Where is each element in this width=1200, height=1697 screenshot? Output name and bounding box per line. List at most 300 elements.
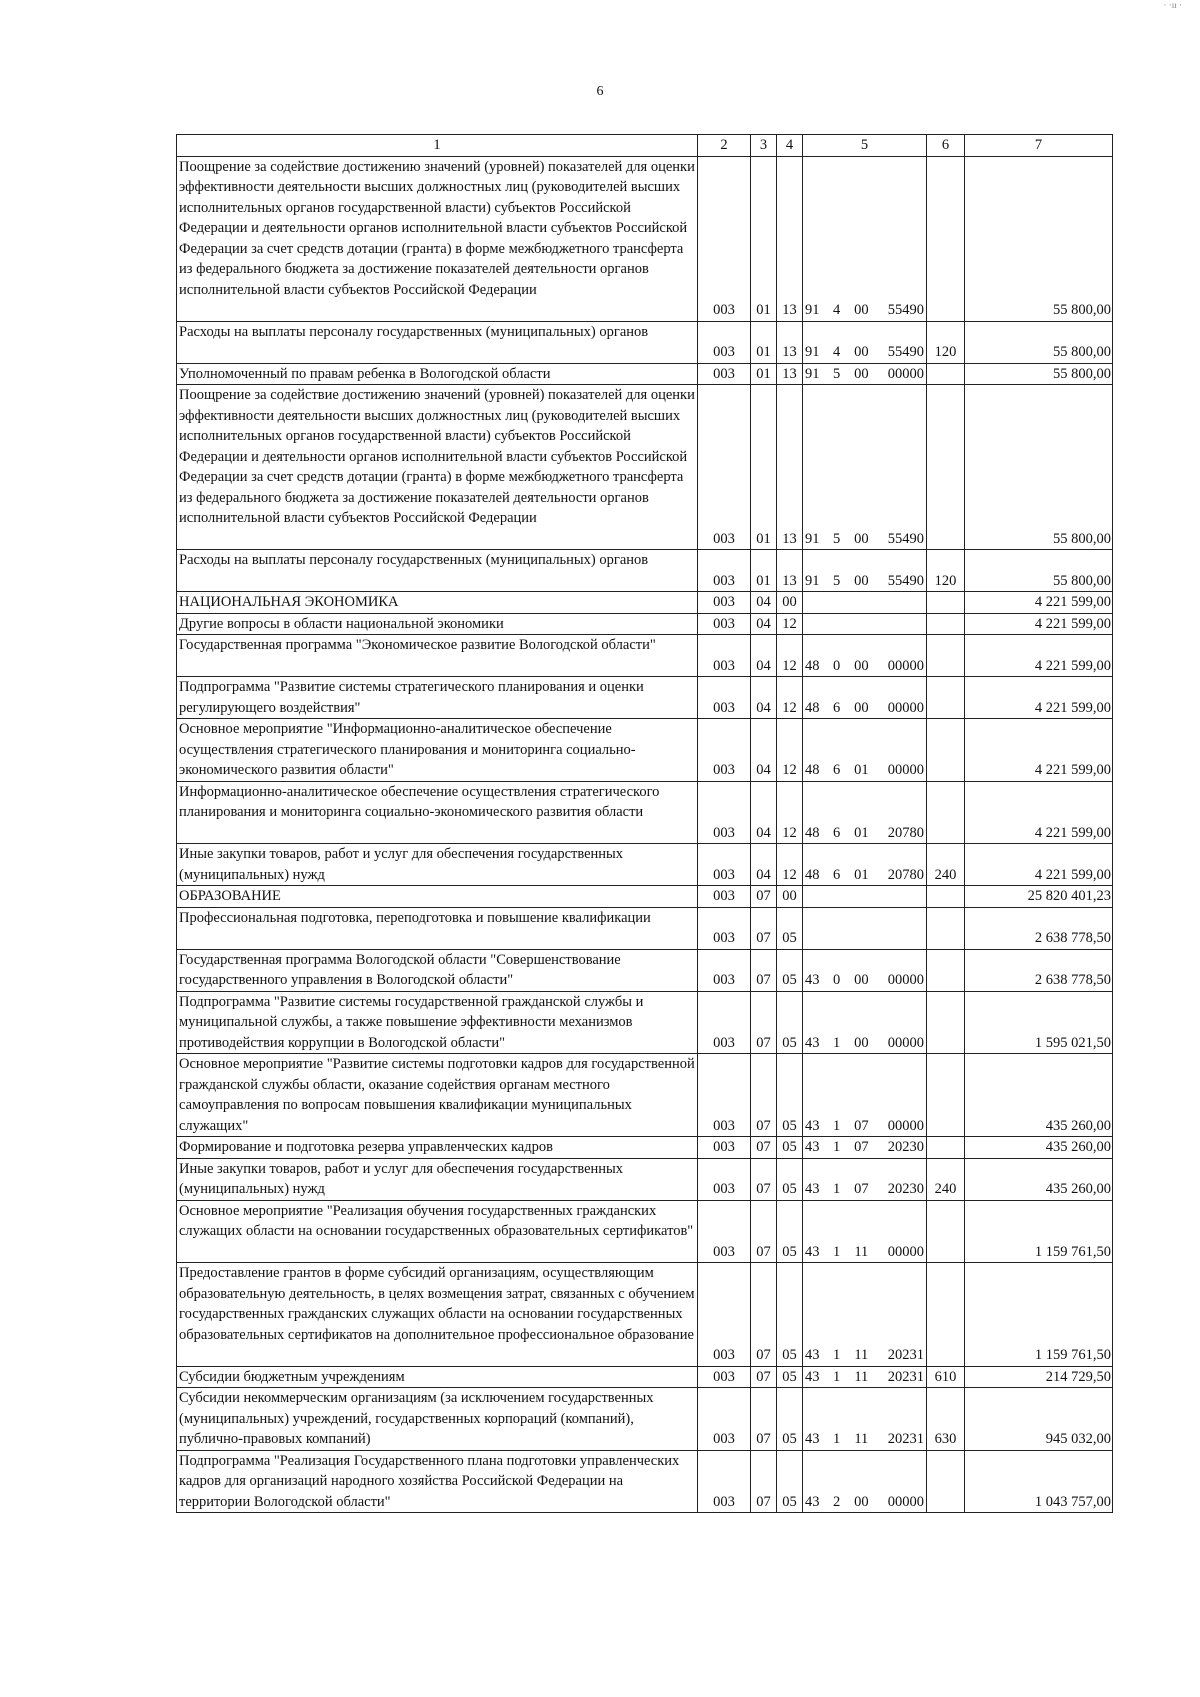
target-article-part-1: 43 <box>805 1139 820 1155</box>
row-name-cell: Основное мероприятие "Информационно-аналитическое обеспечение осуществления стратегического планирования и мониторинга социально-экономического развития области" <box>177 719 698 782</box>
row-target-article-cell <box>803 781 927 844</box>
table-row <box>177 550 1113 592</box>
target-article-part-1: 91 <box>805 572 820 589</box>
row-section-cell: 01 <box>751 321 777 363</box>
target-article-code <box>805 529 924 550</box>
target-article-part-1: 43 <box>805 1181 820 1197</box>
target-article-part-2: 4 <box>833 302 841 318</box>
target-article-part-4: 00000 <box>887 365 924 382</box>
row-subsection-cell: 05 <box>777 1137 803 1159</box>
row-grbs-cell: 003 <box>698 1450 751 1513</box>
row-section-cell: 07 <box>751 1388 777 1451</box>
row-amount-cell: 2 638 778,50 <box>965 949 1113 991</box>
row-target-article-cell <box>803 719 927 782</box>
row-grbs-cell: 003 <box>698 592 751 614</box>
target-article-part-3: 00 <box>854 572 869 589</box>
table-row <box>177 991 1113 1054</box>
target-article-part-2: 1 <box>833 1139 841 1155</box>
target-article-part-1: 43 <box>805 1243 820 1260</box>
table-row <box>177 1158 1113 1200</box>
row-section-cell: 07 <box>751 949 777 991</box>
row-target-article-cell <box>803 1388 927 1451</box>
row-subsection-cell: 12 <box>777 613 803 635</box>
row-section-cell: 07 <box>751 1263 777 1367</box>
target-article-part-4: 20780 <box>887 866 924 883</box>
row-amount-cell: 55 800,00 <box>965 363 1113 385</box>
header-col-4: 4 <box>777 135 803 157</box>
row-section-cell: 04 <box>751 781 777 844</box>
row-target-article-cell <box>803 592 927 614</box>
target-article-code <box>805 1367 924 1388</box>
row-grbs-cell: 003 <box>698 635 751 677</box>
row-target-article-cell <box>803 1263 927 1367</box>
row-name-cell: Предоставление грантов в форме субсидий организациям, осуществляющим образовательную деятельность, в целях возмещения затрат, связанных с обучением государственных гражданских служащих области на основании государственных образовательных сертификатов на дополнительное профессиональное образование <box>177 1263 698 1367</box>
row-name-cell: Иные закупки товаров, работ и услуг для обеспечения государственных (муниципальных) нужд <box>177 844 698 886</box>
target-article-part-2: 1 <box>833 1181 841 1197</box>
budget-table-container <box>176 134 1113 1513</box>
row-grbs-cell: 003 <box>698 156 751 321</box>
row-subsection-cell: 12 <box>777 635 803 677</box>
row-expense-type-cell <box>927 385 965 550</box>
row-amount-cell: 55 800,00 <box>965 156 1113 321</box>
target-article-part-1: 48 <box>805 657 820 674</box>
table-row <box>177 156 1113 321</box>
table-row <box>177 321 1113 363</box>
row-name-cell: Подпрограмма "Развитие системы государственной гражданской службы и муниципальной службы, а также повышение эффективности механизмов противодействия коррупции в Вологодской области" <box>177 991 698 1054</box>
row-subsection-cell: 05 <box>777 1263 803 1367</box>
row-section-cell: 07 <box>751 991 777 1054</box>
row-section-cell: 07 <box>751 1158 777 1200</box>
row-subsection-cell: 12 <box>777 719 803 782</box>
row-grbs-cell: 003 <box>698 1200 751 1263</box>
target-article-part-2: 0 <box>833 972 841 988</box>
row-amount-cell: 2 638 778,50 <box>965 907 1113 949</box>
row-amount-cell: 4 221 599,00 <box>965 613 1113 635</box>
row-grbs-cell: 003 <box>698 1054 751 1137</box>
row-subsection-cell: 05 <box>777 1200 803 1263</box>
row-grbs-cell: 003 <box>698 1263 751 1367</box>
table-body <box>177 156 1113 1513</box>
row-name-cell: Другие вопросы в области национальной экономики <box>177 613 698 635</box>
row-name-cell: НАЦИОНАЛЬНАЯ ЭКОНОМИКА <box>177 592 698 614</box>
target-article-part-4: 55490 <box>887 530 924 547</box>
header-col-1: 1 <box>177 135 698 157</box>
row-name-cell: Основное мероприятие "Развитие системы подготовки кадров для государственной гражданской службы области, оказание содействия органам местного самоуправления по вопросам повышения квалификации муниципальных служащих" <box>177 1054 698 1137</box>
row-target-article-cell <box>803 991 927 1054</box>
target-article-code <box>805 1242 924 1263</box>
row-name-cell: Формирование и подготовка резерва управленческих кадров <box>177 1137 698 1159</box>
row-target-article-cell <box>803 844 927 886</box>
target-article-part-1: 43 <box>805 1034 820 1051</box>
row-name-cell: Расходы на выплаты персоналу государственных (муниципальных) органов <box>177 550 698 592</box>
row-target-article-cell <box>803 385 927 550</box>
row-amount-cell: 1 159 761,50 <box>965 1200 1113 1263</box>
row-amount-cell: 25 820 401,23 <box>965 886 1113 908</box>
row-expense-type-cell <box>927 1450 965 1513</box>
target-article-part-4: 20231 <box>887 1431 924 1447</box>
row-target-article-cell <box>803 321 927 363</box>
target-article-part-2: 1 <box>833 1431 841 1447</box>
header-col-3: 3 <box>751 135 777 157</box>
table-row <box>177 613 1113 635</box>
row-grbs-cell: 003 <box>698 385 751 550</box>
target-article-part-4: 00000 <box>887 972 924 988</box>
row-expense-type-cell <box>927 613 965 635</box>
target-article-code <box>805 364 924 385</box>
row-amount-cell: 55 800,00 <box>965 385 1113 550</box>
target-article-part-3: 00 <box>854 972 869 988</box>
target-article-code <box>805 1116 924 1137</box>
row-section-cell: 04 <box>751 635 777 677</box>
row-name-cell: Государственная программа Вологодской области "Совершенствование государственного управления в Вологодской области" <box>177 949 698 991</box>
target-article-part-1: 48 <box>805 866 820 883</box>
row-amount-cell: 435 260,00 <box>965 1054 1113 1137</box>
row-target-article-cell <box>803 949 927 991</box>
row-grbs-cell: 003 <box>698 613 751 635</box>
row-section-cell: 04 <box>751 613 777 635</box>
row-amount-cell: 55 800,00 <box>965 321 1113 363</box>
table-row <box>177 1366 1113 1388</box>
target-article-code <box>805 760 924 781</box>
target-article-part-4: 00000 <box>887 1034 924 1051</box>
row-name-cell: Субсидии бюджетным учреждениям <box>177 1366 698 1388</box>
table-row <box>177 1137 1113 1159</box>
target-article-part-4: 00000 <box>887 1117 924 1134</box>
target-article-part-4: 20230 <box>887 1181 924 1197</box>
row-subsection-cell: 05 <box>777 1158 803 1200</box>
row-subsection-cell: 00 <box>777 592 803 614</box>
row-expense-type-cell: 120 <box>927 550 965 592</box>
row-amount-cell: 435 260,00 <box>965 1158 1113 1200</box>
target-article-part-2: 1 <box>833 1347 841 1363</box>
target-article-code <box>805 698 924 719</box>
target-article-part-2: 1 <box>833 1117 841 1134</box>
target-article-part-1: 91 <box>805 530 820 547</box>
row-expense-type-cell: 630 <box>927 1388 965 1451</box>
target-article-code <box>805 1137 924 1158</box>
row-grbs-cell: 003 <box>698 550 751 592</box>
row-subsection-cell: 12 <box>777 781 803 844</box>
row-section-cell: 01 <box>751 363 777 385</box>
target-article-part-1: 48 <box>805 699 820 716</box>
header-col-7: 7 <box>965 135 1113 157</box>
row-section-cell: 01 <box>751 156 777 321</box>
row-section-cell: 07 <box>751 907 777 949</box>
row-subsection-cell: 05 <box>777 991 803 1054</box>
target-article-part-3: 00 <box>854 699 869 716</box>
row-target-article-cell <box>803 1200 927 1263</box>
target-article-code <box>805 823 924 844</box>
header-col-2: 2 <box>698 135 751 157</box>
row-section-cell: 07 <box>751 1054 777 1137</box>
row-grbs-cell: 003 <box>698 1388 751 1451</box>
row-section-cell: 04 <box>751 719 777 782</box>
row-amount-cell: 435 260,00 <box>965 1137 1113 1159</box>
target-article-part-1: 91 <box>805 344 820 360</box>
target-article-part-3: 00 <box>854 344 869 360</box>
row-expense-type-cell: 240 <box>927 844 965 886</box>
row-grbs-cell: 003 <box>698 719 751 782</box>
table-row <box>177 1450 1113 1513</box>
row-expense-type-cell <box>927 886 965 908</box>
row-grbs-cell: 003 <box>698 1137 751 1159</box>
row-expense-type-cell <box>927 156 965 321</box>
target-article-part-2: 1 <box>833 1034 841 1051</box>
row-target-article-cell <box>803 363 927 385</box>
target-article-part-4: 00000 <box>887 699 924 716</box>
target-article-code <box>805 342 924 363</box>
row-name-cell: Поощрение за содействие достижению значений (уровней) показателей для оценки эффективности деятельности высших должностных лиц (руководителей высших исполнительных органов государственной власти) субъектов Российской Федерации и деятельности органов исполнительной власти субъектов Российской Федерации за счет средств дотации (гранта) в форме межбюджетного трансферта из федерального бюджета за достижение показателей деятельности органов исполнительной власти субъектов Российской Федерации <box>177 156 698 321</box>
target-article-part-3: 11 <box>854 1347 869 1363</box>
target-article-part-1: 48 <box>805 824 820 841</box>
target-article-part-4: 00000 <box>887 762 924 778</box>
row-target-article-cell <box>803 907 927 949</box>
target-article-part-3: 00 <box>854 1493 869 1510</box>
target-article-code <box>805 1179 924 1200</box>
target-article-code <box>805 1345 924 1366</box>
table-row <box>177 844 1113 886</box>
target-article-part-3: 01 <box>854 824 869 841</box>
target-article-part-3: 01 <box>854 762 869 778</box>
table-row <box>177 949 1113 991</box>
row-expense-type-cell <box>927 719 965 782</box>
target-article-part-4: 20231 <box>887 1347 924 1363</box>
row-section-cell: 07 <box>751 1366 777 1388</box>
row-section-cell: 07 <box>751 1137 777 1159</box>
row-grbs-cell: 003 <box>698 991 751 1054</box>
table-row <box>177 363 1113 385</box>
table-row <box>177 385 1113 550</box>
target-article-code <box>805 865 924 886</box>
row-expense-type-cell <box>927 635 965 677</box>
row-target-article-cell <box>803 613 927 635</box>
target-article-part-4: 20230 <box>887 1139 924 1155</box>
corner-mark: · ·ıı · <box>1163 0 1182 10</box>
row-expense-type-cell: 120 <box>927 321 965 363</box>
target-article-part-4: 55490 <box>887 302 924 318</box>
row-section-cell: 01 <box>751 550 777 592</box>
target-article-code <box>805 1429 924 1450</box>
target-article-part-4: 00000 <box>887 1243 924 1260</box>
table-row <box>177 1054 1113 1137</box>
row-subsection-cell: 12 <box>777 844 803 886</box>
row-grbs-cell: 003 <box>698 677 751 719</box>
row-grbs-cell: 003 <box>698 907 751 949</box>
row-amount-cell: 945 032,00 <box>965 1388 1113 1451</box>
row-amount-cell: 214 729,50 <box>965 1366 1113 1388</box>
target-article-part-1: 43 <box>805 1431 820 1447</box>
row-amount-cell: 4 221 599,00 <box>965 677 1113 719</box>
row-amount-cell: 1 595 021,50 <box>965 991 1113 1054</box>
row-expense-type-cell <box>927 949 965 991</box>
row-section-cell: 04 <box>751 677 777 719</box>
target-article-part-2: 5 <box>833 530 841 547</box>
target-article-part-1: 48 <box>805 762 820 778</box>
target-article-part-2: 6 <box>833 824 841 841</box>
row-name-cell: Уполномоченный по правам ребенка в Вологодской области <box>177 363 698 385</box>
row-target-article-cell <box>803 1137 927 1159</box>
header-col-5: 5 <box>803 135 927 157</box>
table-row <box>177 907 1113 949</box>
row-name-cell: Подпрограмма "Реализация Государственного плана подготовки управленческих кадров для организаций народного хозяйства Российской Федерации на территории Вологодской области" <box>177 1450 698 1513</box>
target-article-part-2: 6 <box>833 699 841 716</box>
target-article-part-1: 43 <box>805 1347 820 1363</box>
target-article-part-3: 00 <box>854 657 869 674</box>
row-subsection-cell: 05 <box>777 1054 803 1137</box>
row-expense-type-cell <box>927 592 965 614</box>
row-target-article-cell <box>803 550 927 592</box>
row-subsection-cell: 05 <box>777 1366 803 1388</box>
table-row <box>177 1263 1113 1367</box>
target-article-part-1: 43 <box>805 972 820 988</box>
row-amount-cell: 4 221 599,00 <box>965 592 1113 614</box>
row-section-cell: 07 <box>751 1200 777 1263</box>
row-subsection-cell: 05 <box>777 1388 803 1451</box>
row-subsection-cell: 05 <box>777 907 803 949</box>
target-article-part-2: 1 <box>833 1368 841 1385</box>
row-expense-type-cell: 240 <box>927 1158 965 1200</box>
table-row <box>177 781 1113 844</box>
row-section-cell: 04 <box>751 592 777 614</box>
target-article-part-3: 07 <box>854 1139 869 1155</box>
target-article-code <box>805 571 924 592</box>
row-grbs-cell: 003 <box>698 363 751 385</box>
target-article-part-3: 01 <box>854 866 869 883</box>
row-expense-type-cell <box>927 1263 965 1367</box>
table-row <box>177 719 1113 782</box>
row-target-article-cell <box>803 1158 927 1200</box>
row-amount-cell: 4 221 599,00 <box>965 844 1113 886</box>
row-subsection-cell: 05 <box>777 1450 803 1513</box>
row-name-cell: Расходы на выплаты персоналу государственных (муниципальных) органов <box>177 321 698 363</box>
row-name-cell: Поощрение за содействие достижению значений (уровней) показателей для оценки эффективности деятельности высших должностных лиц (руководителей высших исполнительных органов государственной власти) субъектов Российской Федерации и деятельности органов исполнительной власти субъектов Российской Федерации за счет средств дотации (гранта) в форме межбюджетного трансферта из федерального бюджета за достижение показателей деятельности органов исполнительной власти субъектов Российской Федерации <box>177 385 698 550</box>
row-name-cell: Субсидии некоммерческим организациям (за исключением государственных (муниципальных) учреждений, государственных корпораций (компаний), публично-правовых компаний) <box>177 1388 698 1451</box>
target-article-code <box>805 656 924 677</box>
target-article-part-3: 11 <box>854 1243 869 1260</box>
target-article-part-4: 55490 <box>887 572 924 589</box>
row-target-article-cell <box>803 886 927 908</box>
row-target-article-cell <box>803 1450 927 1513</box>
target-article-part-3: 07 <box>854 1117 869 1134</box>
row-expense-type-cell <box>927 781 965 844</box>
row-amount-cell: 1 043 757,00 <box>965 1450 1113 1513</box>
row-expense-type-cell: 610 <box>927 1366 965 1388</box>
row-target-article-cell <box>803 677 927 719</box>
row-expense-type-cell <box>927 1137 965 1159</box>
target-article-code <box>805 970 924 991</box>
row-section-cell: 07 <box>751 1450 777 1513</box>
target-article-part-4: 55490 <box>887 344 924 360</box>
table-row <box>177 592 1113 614</box>
target-article-part-2: 2 <box>833 1493 841 1510</box>
table-row <box>177 1200 1113 1263</box>
target-article-code <box>805 1033 924 1054</box>
row-subsection-cell: 13 <box>777 156 803 321</box>
row-expense-type-cell <box>927 363 965 385</box>
target-article-code <box>805 300 924 321</box>
row-name-cell: Профессиональная подготовка, переподготовка и повышение квалификации <box>177 907 698 949</box>
target-article-part-4: 00000 <box>887 657 924 674</box>
row-expense-type-cell <box>927 991 965 1054</box>
table-row <box>177 635 1113 677</box>
row-subsection-cell: 13 <box>777 550 803 592</box>
row-name-cell: Основное мероприятие "Реализация обучения государственных гражданских служащих области на основании государственных образовательных сертификатов" <box>177 1200 698 1263</box>
row-expense-type-cell <box>927 1200 965 1263</box>
target-article-part-2: 5 <box>833 572 841 589</box>
row-amount-cell: 4 221 599,00 <box>965 635 1113 677</box>
row-subsection-cell: 13 <box>777 385 803 550</box>
row-amount-cell: 55 800,00 <box>965 550 1113 592</box>
target-article-part-4: 20231 <box>887 1368 924 1385</box>
row-grbs-cell: 003 <box>698 1366 751 1388</box>
target-article-part-1: 43 <box>805 1493 820 1510</box>
row-grbs-cell: 003 <box>698 781 751 844</box>
table-row <box>177 886 1113 908</box>
target-article-part-2: 6 <box>833 762 841 778</box>
row-amount-cell: 4 221 599,00 <box>965 781 1113 844</box>
budget-table <box>176 134 1113 1513</box>
row-grbs-cell: 003 <box>698 886 751 908</box>
row-target-article-cell <box>803 1054 927 1137</box>
target-article-part-3: 00 <box>854 365 869 382</box>
target-article-part-1: 91 <box>805 302 820 318</box>
target-article-part-3: 00 <box>854 302 869 318</box>
row-expense-type-cell <box>927 677 965 719</box>
row-amount-cell: 4 221 599,00 <box>965 719 1113 782</box>
row-grbs-cell: 003 <box>698 949 751 991</box>
row-name-cell: Информационно-аналитическое обеспечение осуществления стратегического планирования и мониторинга социально-экономического развития области <box>177 781 698 844</box>
target-article-part-3: 11 <box>854 1368 869 1385</box>
target-article-part-1: 43 <box>805 1117 820 1134</box>
row-target-article-cell <box>803 635 927 677</box>
row-target-article-cell <box>803 156 927 321</box>
row-expense-type-cell <box>927 1054 965 1137</box>
row-subsection-cell: 13 <box>777 321 803 363</box>
target-article-part-2: 1 <box>833 1243 841 1260</box>
target-article-part-2: 0 <box>833 657 841 674</box>
row-subsection-cell: 13 <box>777 363 803 385</box>
row-grbs-cell: 003 <box>698 321 751 363</box>
table-row <box>177 677 1113 719</box>
row-name-cell: Иные закупки товаров, работ и услуг для обеспечения государственных (муниципальных) нужд <box>177 1158 698 1200</box>
row-section-cell: 07 <box>751 886 777 908</box>
target-article-part-1: 91 <box>805 365 820 382</box>
row-name-cell: ОБРАЗОВАНИЕ <box>177 886 698 908</box>
row-grbs-cell: 003 <box>698 844 751 886</box>
header-col-6: 6 <box>927 135 965 157</box>
target-article-part-4: 00000 <box>887 1493 924 1510</box>
row-subsection-cell: 12 <box>777 677 803 719</box>
row-name-cell: Государственная программа "Экономическое развитие Вологодской области" <box>177 635 698 677</box>
row-section-cell: 04 <box>751 844 777 886</box>
header-row <box>177 135 1113 157</box>
target-article-part-4: 20780 <box>887 824 924 841</box>
row-subsection-cell: 05 <box>777 949 803 991</box>
target-article-part-3: 07 <box>854 1181 869 1197</box>
page-number: 6 <box>596 84 604 99</box>
row-amount-cell: 1 159 761,50 <box>965 1263 1113 1367</box>
target-article-part-3: 11 <box>854 1431 869 1447</box>
target-article-part-3: 00 <box>854 530 869 547</box>
row-subsection-cell: 00 <box>777 886 803 908</box>
row-target-article-cell <box>803 1366 927 1388</box>
target-article-part-2: 4 <box>833 344 841 360</box>
target-article-code <box>805 1492 924 1513</box>
row-grbs-cell: 003 <box>698 1158 751 1200</box>
target-article-part-2: 5 <box>833 365 841 382</box>
row-section-cell: 01 <box>751 385 777 550</box>
target-article-part-2: 6 <box>833 866 841 883</box>
